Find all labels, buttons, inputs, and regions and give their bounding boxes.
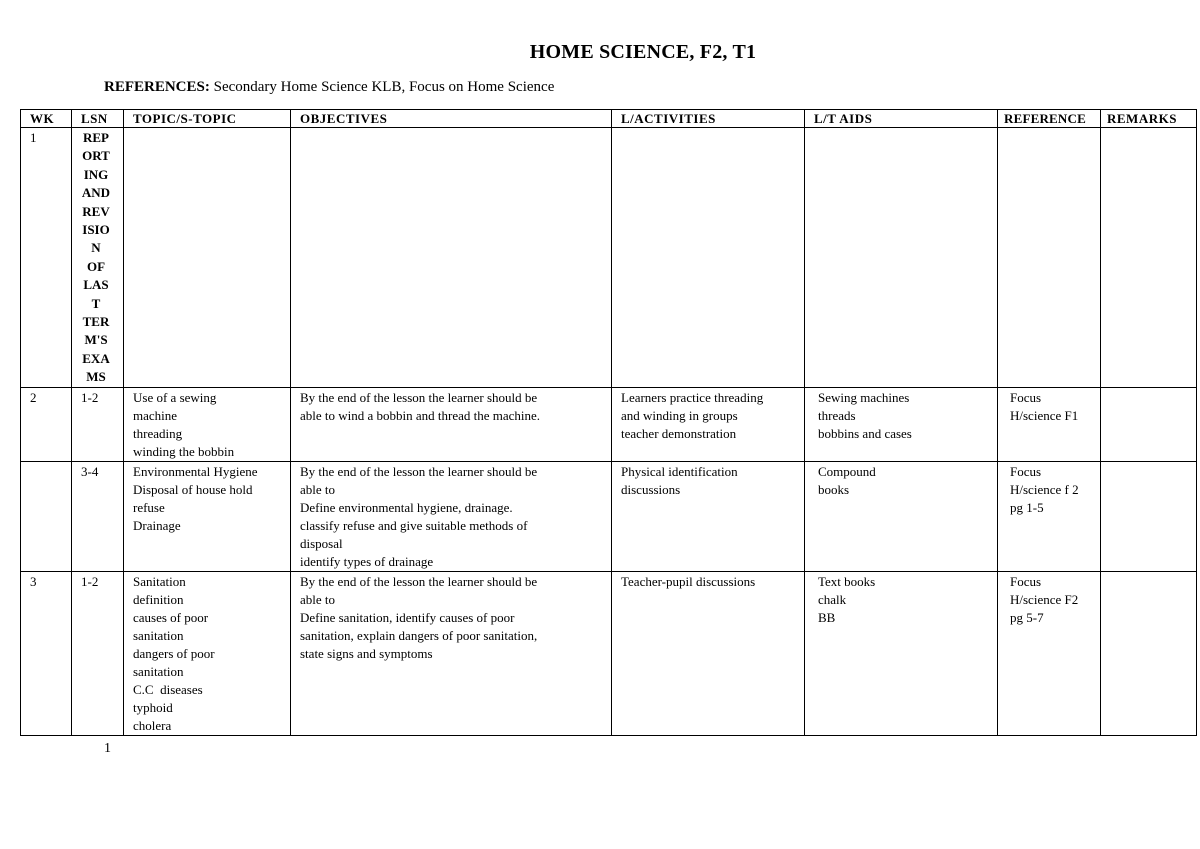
objective-line: Define sanitation, identify causes of poor	[300, 609, 515, 625]
cell-lsn: 1-2	[72, 571, 124, 735]
header-wk: WK	[21, 110, 72, 128]
lsn-line: ISIO	[82, 222, 110, 238]
cell-lsn	[72, 128, 124, 388]
topic-line: causes of poor	[133, 609, 209, 625]
topic-line: threading	[133, 425, 183, 441]
references-line	[104, 79, 554, 96]
cell-aids	[805, 461, 998, 571]
reference-line: Focus	[1010, 463, 1042, 479]
cell-activities	[612, 387, 805, 461]
reference-line: H/science F1	[1010, 407, 1079, 423]
aid-line: Sewing machines	[818, 389, 910, 405]
cell-objectives	[291, 128, 612, 388]
lsn-line: MS	[86, 369, 106, 385]
lsn-vertical-text	[79, 129, 113, 387]
header-activities: L/ACTIVITIES	[612, 110, 805, 128]
objective-line: able to	[300, 591, 336, 607]
reference-line: Focus	[1010, 573, 1042, 589]
activity-line: discussions	[621, 481, 681, 497]
objective-line: disposal	[300, 535, 343, 551]
cell-remarks	[1101, 387, 1197, 461]
page-title: HOME SCIENCE, F2, T1	[529, 41, 757, 63]
lsn-line: ORT	[82, 148, 110, 164]
cell-activities	[612, 461, 805, 571]
header-lsn: LSN	[72, 110, 124, 128]
lsn-line: AND	[81, 185, 111, 201]
topic-line: Environmental Hygiene	[133, 463, 258, 479]
cell-topic	[124, 128, 291, 388]
topic-line: winding the bobbin	[133, 443, 235, 459]
objective-line: sanitation, explain dangers of poor sanitation,	[300, 627, 538, 643]
topic-line: typhoid	[133, 699, 173, 715]
objective-line: By the end of the lesson the learner should be	[300, 573, 538, 589]
lsn-line: TER	[82, 314, 110, 330]
objective-line: identify types of drainage	[300, 553, 434, 569]
aid-line: BB	[818, 609, 836, 625]
cell-reference	[998, 571, 1101, 735]
lsn-line: T	[91, 295, 101, 311]
aid-line: chalk	[818, 591, 847, 607]
table-row	[21, 387, 1197, 461]
reference-line: Focus	[1010, 389, 1042, 405]
activity-line: and winding in groups	[621, 407, 738, 423]
reference-line: pg 1-5	[1010, 499, 1044, 515]
objective-line: Define environmental hygiene, drainage.	[300, 499, 513, 515]
lsn-line: REV	[82, 203, 110, 219]
cell-topic	[124, 571, 291, 735]
objective-line: By the end of the lesson the learner should be	[300, 463, 538, 479]
header-aids: L/T AIDS	[805, 110, 998, 128]
objective-line: By the end of the lesson the learner should be	[300, 389, 538, 405]
references-label: REFERENCES:	[104, 79, 210, 95]
reference-line: H/science F2	[1010, 591, 1079, 607]
cell-objectives	[291, 571, 612, 735]
topic-line: sanitation	[133, 627, 184, 643]
aid-line: bobbins and cases	[818, 425, 912, 441]
header-objectives: OBJECTIVES	[291, 110, 612, 128]
scheme-of-work-table	[20, 109, 1197, 736]
cell-reference	[998, 128, 1101, 388]
aid-line: Compound	[818, 463, 876, 479]
lsn-line: ING	[83, 166, 109, 182]
activity-line: Physical identification	[621, 463, 738, 479]
cell-aids	[805, 128, 998, 388]
cell-activities	[612, 571, 805, 735]
cell-wk: 3	[21, 571, 72, 735]
aid-line: books	[818, 481, 850, 497]
objective-line: able to wind a bobbin and thread the machine.	[300, 407, 541, 423]
table-row	[21, 571, 1197, 735]
objective-line: state signs and symptoms	[300, 645, 433, 661]
table-row	[21, 461, 1197, 571]
lsn-line: OF	[86, 258, 106, 274]
topic-line: refuse	[133, 499, 165, 515]
cell-objectives	[291, 387, 612, 461]
header-remarks: REMARKS	[1101, 110, 1197, 128]
reference-line: pg 5-7	[1010, 609, 1044, 625]
topic-line: dangers of poor	[133, 645, 215, 661]
cell-objectives	[291, 461, 612, 571]
topic-line: Drainage	[133, 517, 181, 533]
lsn-line: REP	[83, 130, 109, 145]
topic-line: Sanitation	[133, 573, 186, 589]
topic-line: Disposal of house hold	[133, 481, 253, 497]
cell-reference	[998, 461, 1101, 571]
table-row	[21, 128, 1197, 388]
topic-line: sanitation	[133, 663, 184, 679]
activity-line: Learners practice threading	[621, 389, 764, 405]
references-text: Secondary Home Science KLB, Focus on Home Science	[213, 79, 555, 95]
cell-wk	[21, 461, 72, 571]
table-header-row	[21, 110, 1197, 128]
objective-line: classify refuse and give suitable methods of	[300, 517, 528, 533]
lsn-line: LAS	[83, 277, 109, 293]
cell-remarks	[1101, 128, 1197, 388]
reference-line: H/science f 2	[1010, 481, 1079, 497]
objective-line: able to	[300, 481, 336, 497]
page-number: 1	[104, 741, 111, 756]
topic-line: C.C diseases	[133, 681, 203, 697]
cell-remarks	[1101, 571, 1197, 735]
aid-line: threads	[818, 407, 856, 423]
cell-lsn: 1-2	[72, 387, 124, 461]
activity-line: teacher demonstration	[621, 425, 737, 441]
cell-activities	[612, 128, 805, 388]
lsn-line: M'S	[84, 332, 108, 348]
activity-line: Teacher-pupil discussions	[621, 573, 756, 589]
aid-line: Text books	[818, 573, 876, 589]
cell-topic	[124, 461, 291, 571]
cell-aids	[805, 571, 998, 735]
cell-reference	[998, 387, 1101, 461]
header-topic: TOPIC/S-TOPIC	[124, 110, 291, 128]
lsn-line: N	[91, 240, 101, 256]
header-reference: REFERENCE	[998, 110, 1101, 128]
cell-lsn: 3-4	[72, 461, 124, 571]
topic-line: machine	[133, 407, 178, 423]
cell-topic	[124, 387, 291, 461]
lsn-line: EXA	[82, 350, 110, 366]
cell-wk: 1	[21, 128, 72, 388]
cell-wk: 2	[21, 387, 72, 461]
topic-line: Use of a sewing	[133, 389, 217, 405]
cell-remarks	[1101, 461, 1197, 571]
cell-aids	[805, 387, 998, 461]
topic-line: definition	[133, 591, 184, 607]
topic-line: cholera	[133, 717, 172, 733]
